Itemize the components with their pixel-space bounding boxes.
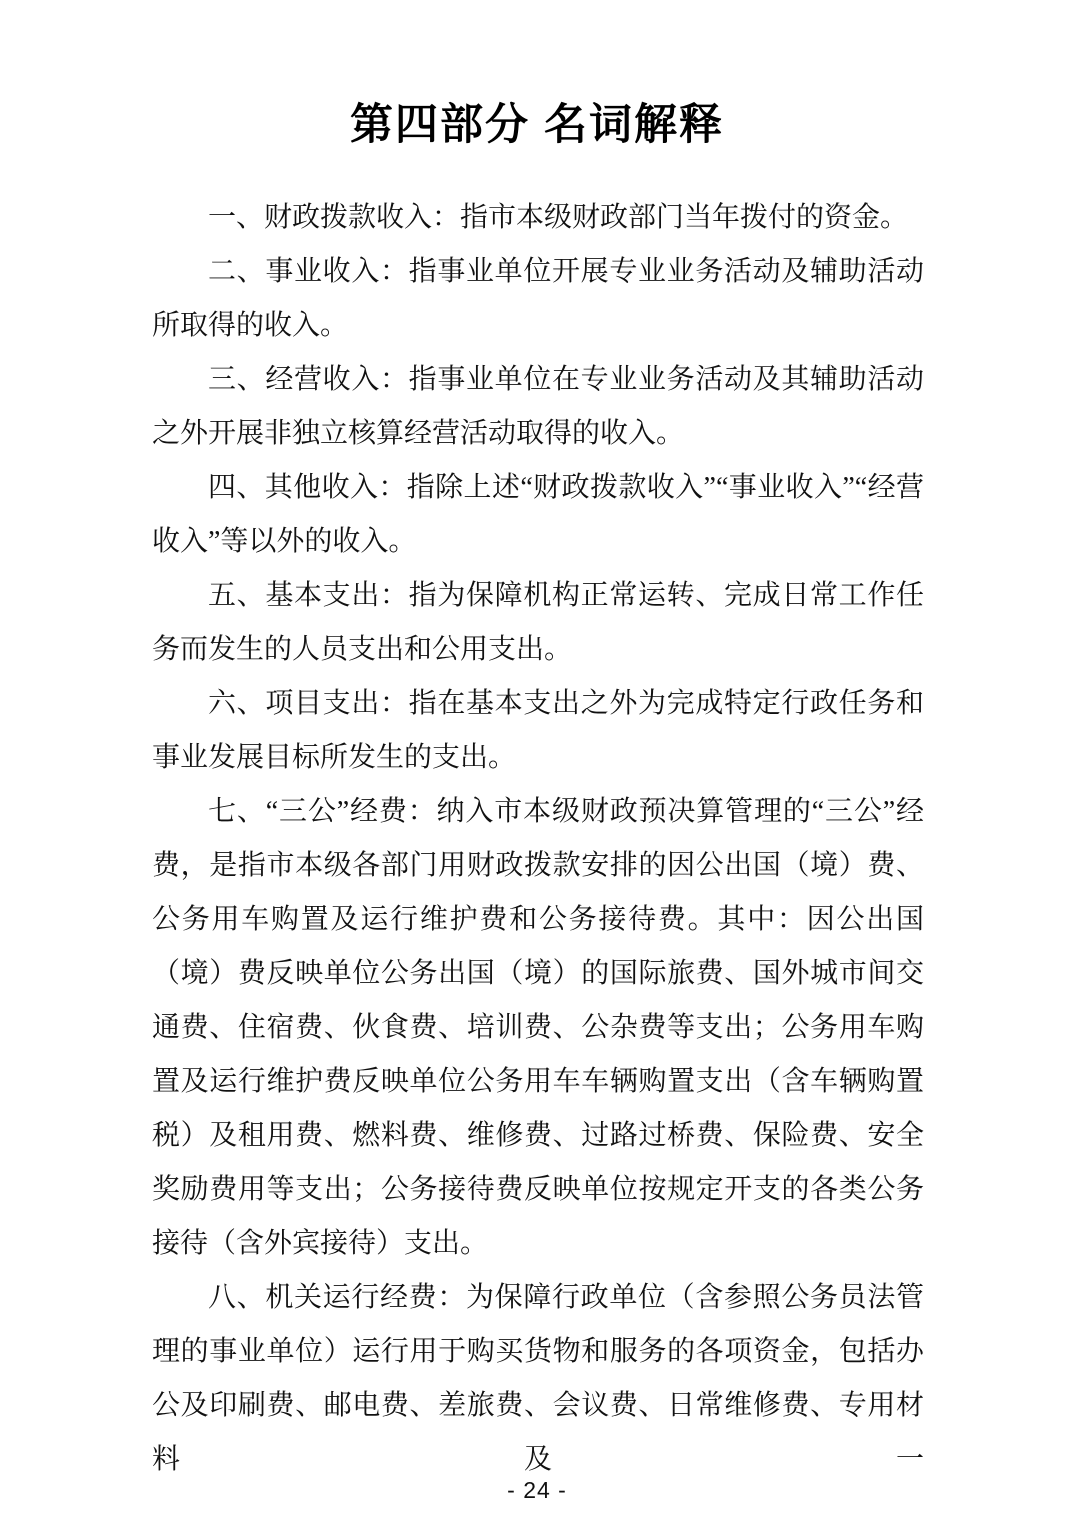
page-number: - 24 -	[507, 1477, 567, 1503]
glossary-item-4: 四、其他收入：指除上述“财政拨款收入”“事业收入”“经营收入”等以外的收入。	[152, 472, 924, 557]
glossary-item-2: 二、事业收入：指事业单位开展专业业务活动及辅助活动所取得的收入。	[152, 256, 924, 341]
document-title: 第四部分 名词解释	[350, 101, 724, 149]
glossary-item-5: 五、基本支出：指为保障机构正常运转、完成日常工作任务而发生的人员支出和公用支出。	[152, 580, 924, 665]
glossary-item-8: 八、机关运行经费：为保障行政单位（含参照公务员法管理的事业单位）运行用于购买货物和服务的各项资金，包括办公及印刷费、邮电费、差旅费、会议费、日常维修费、专用材料及一	[152, 1282, 924, 1475]
glossary-item-7: 七、“三公”经费：纳入市本级财政预决算管理的“三公”经费，是指市本级各部门用财政拨款安排的因公出国（境）费、公务用车购置及运行维护费和公务接待费。其中：因公出国（境）费反映单位公务出国（境）的国际旅费、国外城市间交通费、住宿费、伙食费、培训费、公杂费等支出；公务用车购置及运行维护费反映单位公务用车车辆购置支出（含车辆购置税）及租用费、燃料费、维修费、过路过桥费、保险费、安全奖励费用等支出；公务接待费反映单位按规定开支的各类公务接待（含外宾接待）支出。	[152, 796, 924, 1259]
document-body	[152, 191, 924, 1487]
glossary-item-6: 六、项目支出：指在基本支出之外为完成特定行政任务和事业发展目标所发生的支出。	[152, 688, 924, 773]
glossary-item-1: 一、财政拨款收入：指市本级财政部门当年拨付的资金。	[208, 202, 909, 233]
glossary-item-3: 三、经营收入：指事业单位在专业业务活动及其辅助活动之外开展非独立核算经营活动取得的收入。	[152, 364, 924, 449]
